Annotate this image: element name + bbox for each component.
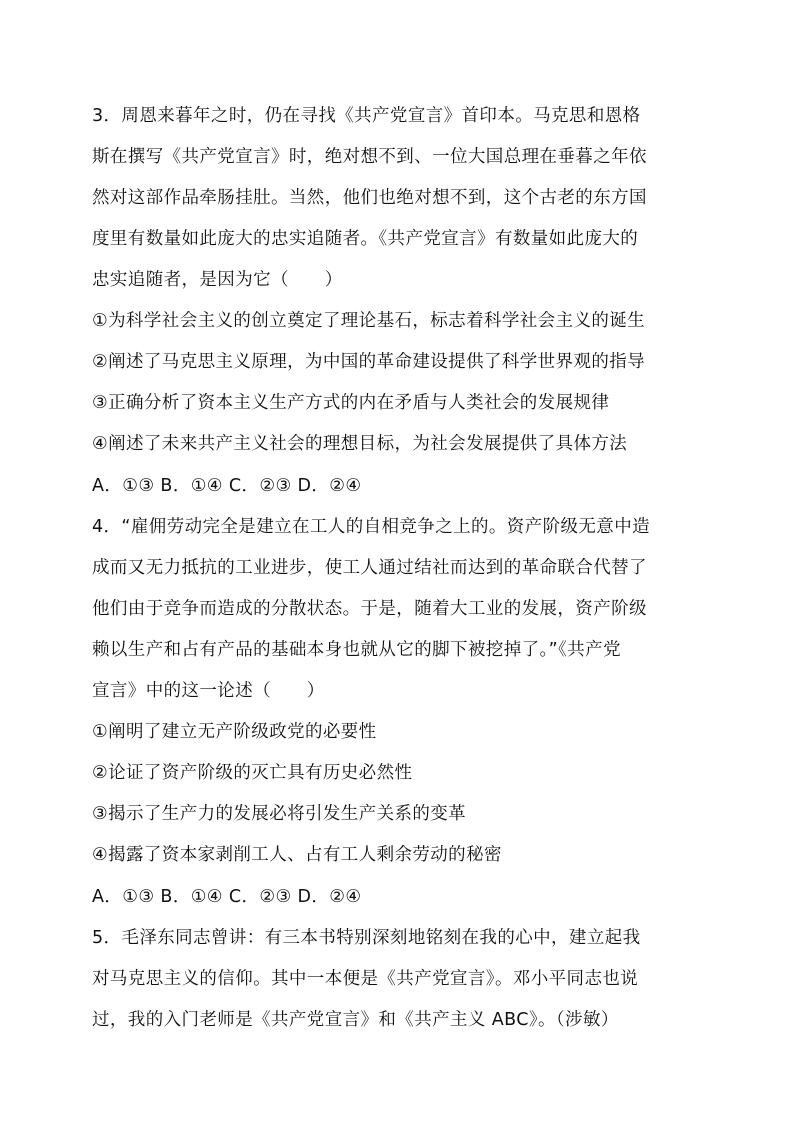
question-stem-line: 对马克思主义的信仰。其中一本便是《共产党宣言》。邓小平同志也说 (92, 969, 639, 989)
answer-choices: A．①③ B．①④ C．②③ D．②④ (92, 476, 362, 496)
question-stem-line: 5．毛泽东同志曾讲：有三本书特别深刻地铭刻在我的心中，建立起我 (92, 928, 641, 948)
question-3 (92, 96, 704, 507)
statement-option: ④揭露了资本家剥削工人、占有工人剩余劳动的秘密 (92, 845, 502, 865)
statement-option: ②阐述了马克思主义原理，为中国的革命建设提供了科学世界观的指导 (92, 352, 646, 372)
question-stem-line: 过，我的入门老师是《共产党宣言》和《共产主义 ABC》。（涉敏） (92, 1010, 619, 1030)
question-stem-line: 他们由于竞争而造成的分散状态。于是，随着大工业的发展，资产阶级 (92, 599, 647, 619)
question-stem-line: 然对这部作品牵肠挂肚。当然，他们也绝对想不到，这个古老的东方国 (92, 188, 647, 208)
question-stem-line: 宣言》中的这一论述（ ） (92, 681, 325, 701)
question-stem-line: 3．周恩来暮年之时，仍在寻找《共产党宣言》首印本。马克思和恩格 (92, 106, 641, 126)
question-stem-line: 忠实追随者，是因为它（ ） (92, 270, 343, 290)
statement-option: ①为科学社会主义的创立奠定了理论基石，标志着科学社会主义的诞生 (92, 311, 646, 331)
question-stem-line: 度里有数量如此庞大的忠实追随者。《共产党宣言》有数量如此庞大的 (92, 229, 639, 249)
statement-option: ④阐述了未来共产主义社会的理想目标，为社会发展提供了具体方法 (92, 434, 628, 454)
document-page (92, 96, 704, 1041)
question-stem-line: 成而又无力抵抗的工业进步，使工人通过结社而达到的革命联合代替了 (92, 558, 647, 578)
answer-choices: A．①③ B．①④ C．②③ D．②④ (92, 887, 362, 907)
question-stem-line: 赖以生产和占有产品的基础本身也就从它的脚下被挖掉了。”《共产党 (92, 640, 621, 660)
question-stem-line: 斯在撰写《共产党宣言》时，绝对想不到、一位大国总理在垂暮之年依 (92, 147, 647, 167)
statement-option: ③正确分析了资本主义生产方式的内在矛盾与人类社会的发展规律 (92, 393, 610, 413)
question-stem-line: 4．“雇佣劳动完全是建立在工人的自相竞争之上的。资产阶级无意中造 (92, 517, 650, 537)
question-5 (92, 918, 704, 1041)
statement-option: ③揭示了生产力的发展必将引发生产关系的变革 (92, 804, 467, 824)
statement-option: ①阐明了建立无产阶级政党的必要性 (92, 722, 377, 742)
question-4 (92, 507, 704, 918)
statement-option: ②论证了资产阶级的灭亡具有历史必然性 (92, 763, 413, 783)
